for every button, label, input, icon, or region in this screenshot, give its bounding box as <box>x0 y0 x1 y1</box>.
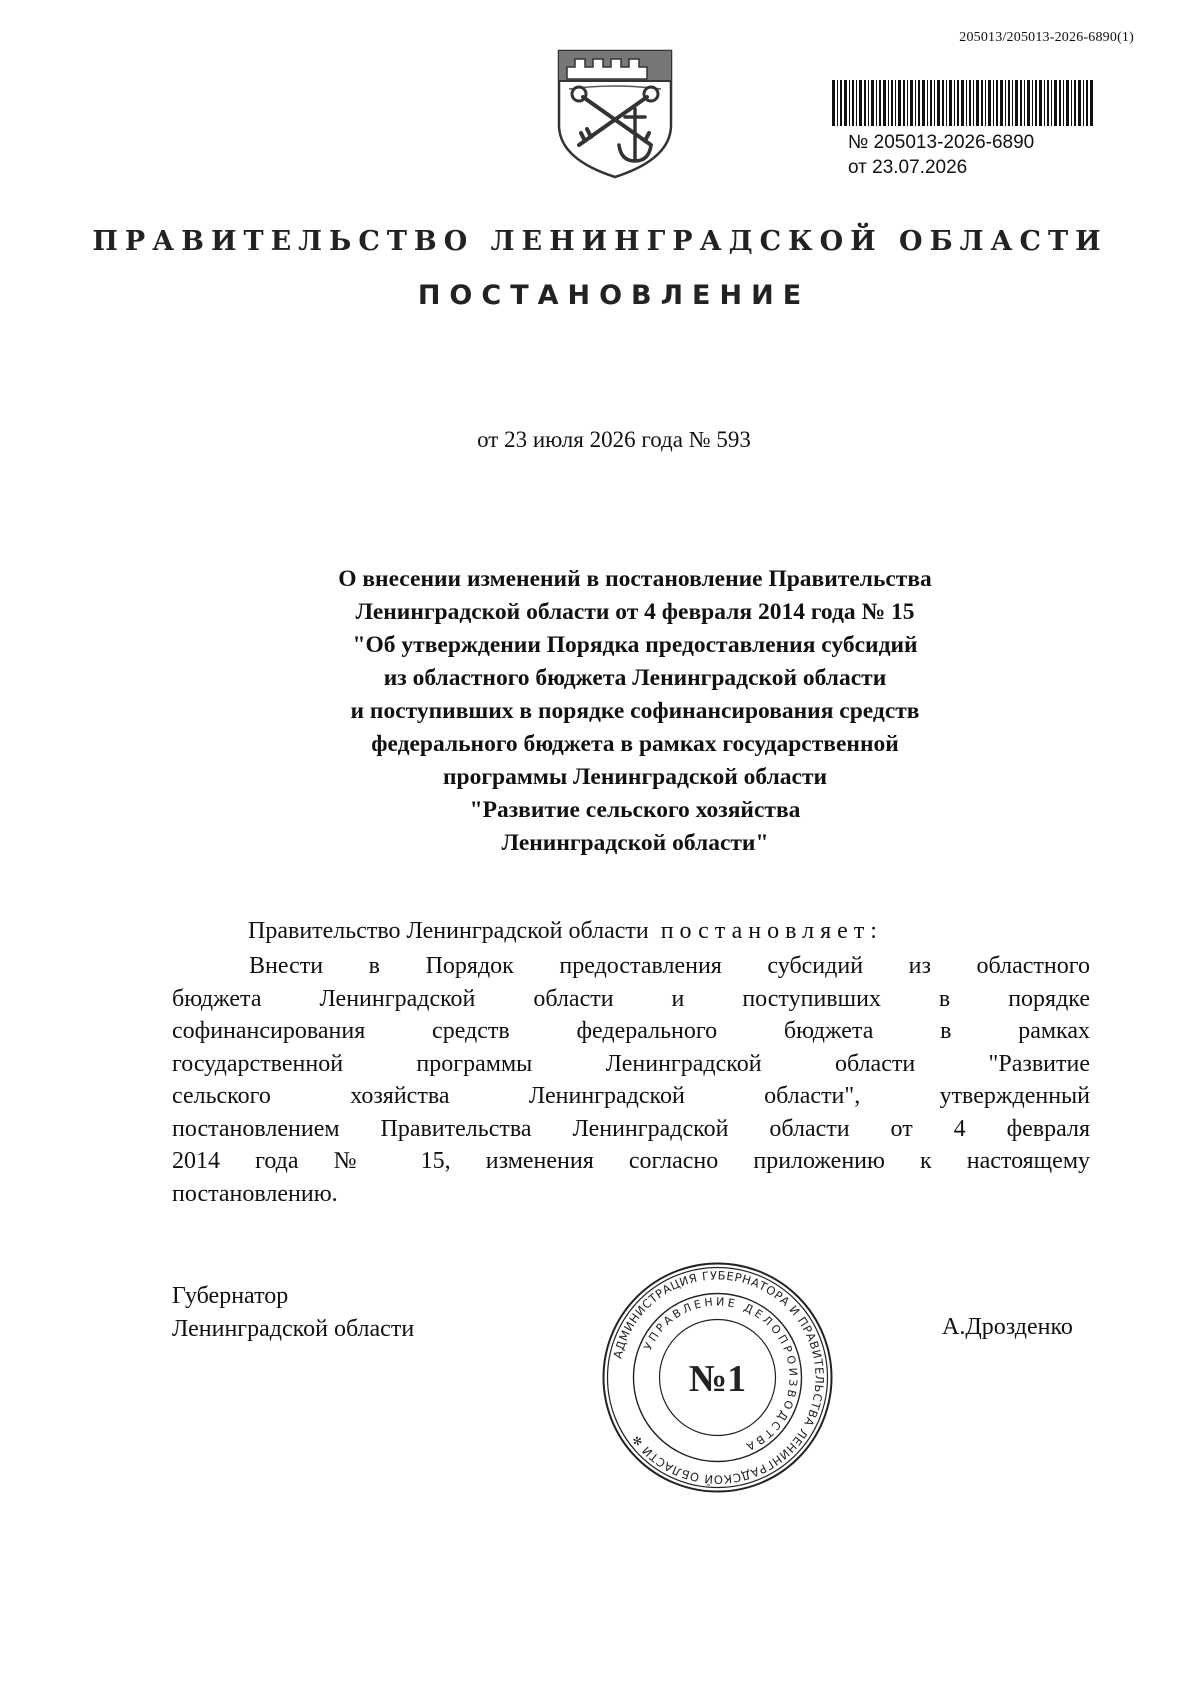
government-title: ПРАВИТЕЛЬСТВО ЛЕНИНГРАДСКОЙ ОБЛАСТИ <box>92 226 1108 257</box>
body-line: государственной программы Ленинградской области "Развитие <box>172 1050 1090 1077</box>
subject-line: федерального бюджета в рамках государственной <box>371 731 899 757</box>
coat-of-arms-emblem <box>555 47 675 180</box>
preamble-text: Правительство Ленинградской области <box>248 918 649 944</box>
preamble-resolves: постановляет: <box>660 918 883 944</box>
body-line: 2014 года № 15, изменения согласно приложению к настоящему <box>172 1148 1090 1174</box>
decree-body <box>172 950 1090 1210</box>
signatory-title: Губернатор <box>172 1283 289 1309</box>
body-line: софинансирования средств федерального бюджета в рамках <box>172 1018 1090 1044</box>
subject-line: Ленинградской области" <box>501 830 769 856</box>
subject-line: "Развитие сельского хозяйства <box>469 797 801 823</box>
subject-line: и поступивших в порядке софинансирования средств <box>350 698 920 724</box>
document-id: 205013/205013-2026-6890(1) <box>959 30 1134 45</box>
decree-subject <box>200 563 1070 860</box>
registration-date: от 23.07.2026 <box>848 157 968 178</box>
registration-block <box>848 130 1034 180</box>
body-line: постановлению. <box>172 1180 338 1207</box>
subject-line: Ленинградской области от 4 февраля 2014 года № 15 <box>355 599 915 625</box>
body-line: Внести в Порядок предоставления субсидий из областного <box>249 953 1090 979</box>
svg-text:УПРАВЛЕНИЕ ДЕЛОПРОИЗВОДСТВА: УПРАВЛЕНИЕ ДЕЛОПРОИЗВОДСТВА <box>641 1295 800 1455</box>
body-line: бюджета Ленинградской области и поступивших в порядке <box>172 985 1090 1012</box>
body-line: постановлением Правительства Ленинградской области от 4 февраля <box>172 1115 1090 1142</box>
subject-line: "Об утверждении Порядка предоставления субсидий <box>352 632 918 658</box>
body-line: сельского хозяйства Ленинградской области", утвержденный <box>172 1083 1090 1109</box>
svg-text:№1: №1 <box>688 1358 747 1400</box>
subject-line: из областного бюджета Ленинградской области <box>383 665 887 691</box>
subject-line: программы Ленинградской области <box>442 764 828 790</box>
svg-text:АДМИНИСТРАЦИЯ ГУБЕРНАТОРА И ПР: АДМИНИСТРАЦИЯ ГУБЕРНАТОРА И ПРАВИТЕЛЬСТВА ЛЕНИНГРАДСКОЙ ОБЛАСТИ ✻ <box>610 1268 827 1487</box>
document-type-title: ПОСТАНОВЛЕНИЕ <box>417 280 811 311</box>
official-stamp <box>600 1260 835 1495</box>
decree-date-number: от 23 июля 2026 года № 593 <box>477 427 751 452</box>
signatory-position <box>172 1280 414 1346</box>
preamble <box>248 918 883 945</box>
barcode <box>832 80 1094 126</box>
registration-number: № 205013-2026-6890 <box>848 132 1035 153</box>
subject-line: О внесении изменений в постановление Правительства <box>338 566 932 592</box>
signatory-name: А.Дрозденко <box>942 1314 1073 1340</box>
signatory-region: Ленинградской области <box>172 1316 415 1342</box>
